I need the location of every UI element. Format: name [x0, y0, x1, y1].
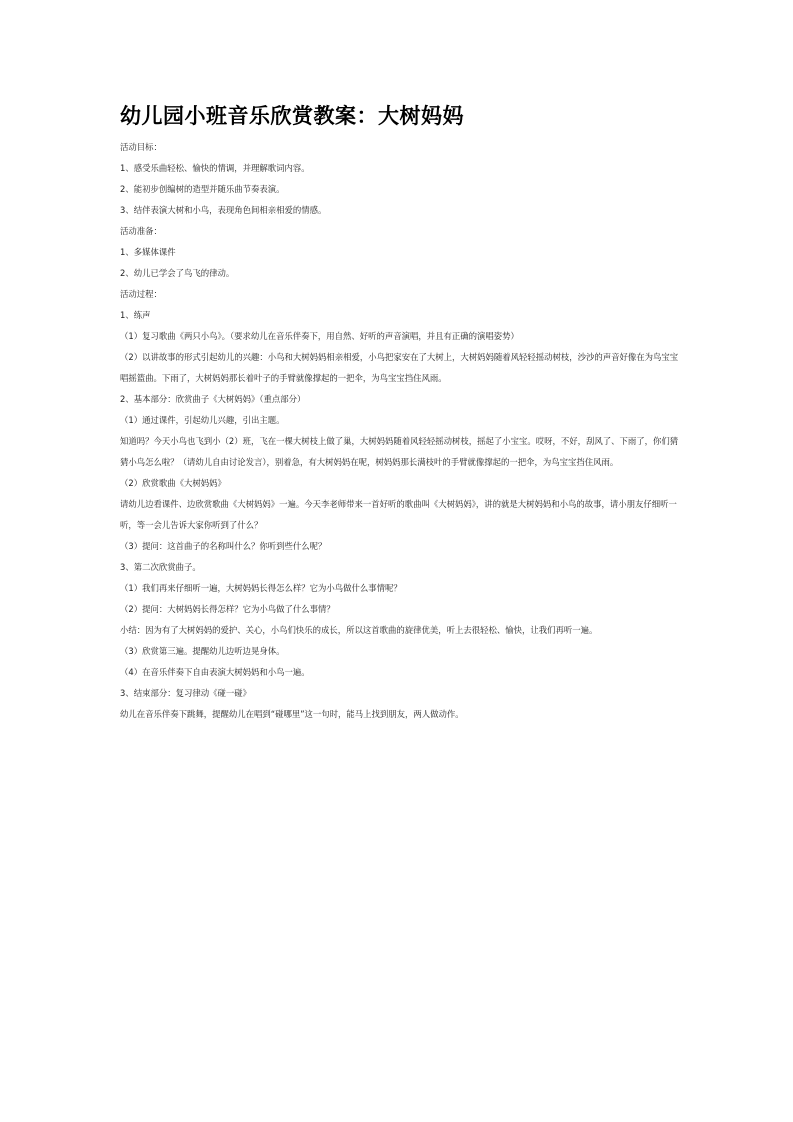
process-step-warmup: 1、练声: [120, 310, 151, 320]
goal-item-1: 1、感受乐曲轻松、愉快的情调，并理解歌词内容。: [120, 163, 310, 173]
process-paragraph: （1）通过课件，引起幼儿兴趣，引出主题。: [120, 415, 285, 425]
process-paragraph: （1）我们再来仔细听一遍，大树妈妈长得怎么样？它为小鸟做什么事情呢？: [120, 583, 402, 593]
process-step-ending: 3、结束部分：复习律动《碰一碰》: [120, 688, 251, 698]
process-paragraph: 请幼儿边看课件、边欣赏歌曲《大树妈妈》一遍。今天李老师带来一首好听的歌曲叫《大树妈妈》，讲的就是大树妈妈和小鸟的故事，请小朋友仔细听一听，等一会儿告诉大家你听到了什么？: [120, 499, 677, 530]
goal-item-3: 3、结伴表演大树和小鸟，表现角色间相亲相爱的情感。: [120, 205, 327, 215]
process-paragraph: （1）复习歌曲《两只小鸟》。（要求幼儿在音乐伴奏下，用自然、好听的声音演唱，并且有正确的演唱姿势）: [120, 331, 519, 341]
goal-item-2: 2、能初步创编树的造型并随乐曲节奏表演。: [120, 184, 285, 194]
process-paragraph: （3）提问：这首曲子的名称叫什么？你听到些什么呢？: [120, 541, 327, 551]
document-body: [120, 137, 680, 725]
process-paragraph: （4）在音乐伴奏下自由表演大树妈妈和小鸟一遍。: [120, 667, 310, 677]
process-summary: 小结：因为有了大树妈妈的爱护、关心，小鸟们快乐的成长，所以这首歌曲的旋律优美，听上去很轻松、愉快，让我们再听一遍。: [120, 625, 598, 635]
process-paragraph: （2）欣赏歌曲《大树妈妈》: [120, 478, 226, 488]
process-paragraph: （3）欣赏第三遍。提醒幼儿边听边晃身体。: [120, 646, 285, 656]
document-title: 幼儿园小班音乐欣赏教案：大树妈妈: [120, 103, 464, 128]
process-paragraph: （2）提问：大树妈妈长得怎样？它为小鸟做了什么事情？: [120, 604, 335, 614]
process-paragraph: 幼儿在音乐伴奏下跳舞，提醒幼儿在唱到“碰哪里”这一句时，能马上找到朋友，两人做动作。: [120, 709, 464, 719]
section-heading-preparation: 活动准备：: [120, 226, 162, 236]
process-step-main: 2、基本部分：欣赏曲子《大树妈妈》（重点部分）: [120, 394, 306, 404]
section-heading-process: 活动过程：: [120, 289, 162, 299]
preparation-item-2: 2、幼儿已学会了鸟飞的律动。: [120, 268, 235, 278]
preparation-item-1: 1、多媒体课件: [120, 247, 176, 257]
process-step-second-listen: 3、第二次欣赏曲子。: [120, 562, 201, 572]
process-paragraph: 知道吗？今天小鸟也飞到小（2）班，飞在一棵大树枝上做了巢，大树妈妈随着风轻轻摇动树枝，摇起了小宝宝。哎呀，不好，刮风了、下雨了，你们猜猜小鸟怎么啦？（请幼儿自由讨论发言），别着急，有大树妈妈在呢，树妈妈那长满枝叶的手臂就像撑起的一把伞，为鸟宝宝挡住风雨。: [120, 436, 679, 467]
section-heading-goals: 活动目标：: [120, 142, 162, 152]
process-paragraph: （2）以讲故事的形式引起幼儿的兴趣：小鸟和大树妈妈相亲相爱，小鸟把家安在了大树上，大树妈妈随着风轻轻摇动树枝，沙沙的声音好像在为鸟宝宝唱摇篮曲。下雨了，大树妈妈那长着叶子的手臂就像撑起的一把伞，为鸟宝宝挡住风雨。: [120, 352, 679, 383]
